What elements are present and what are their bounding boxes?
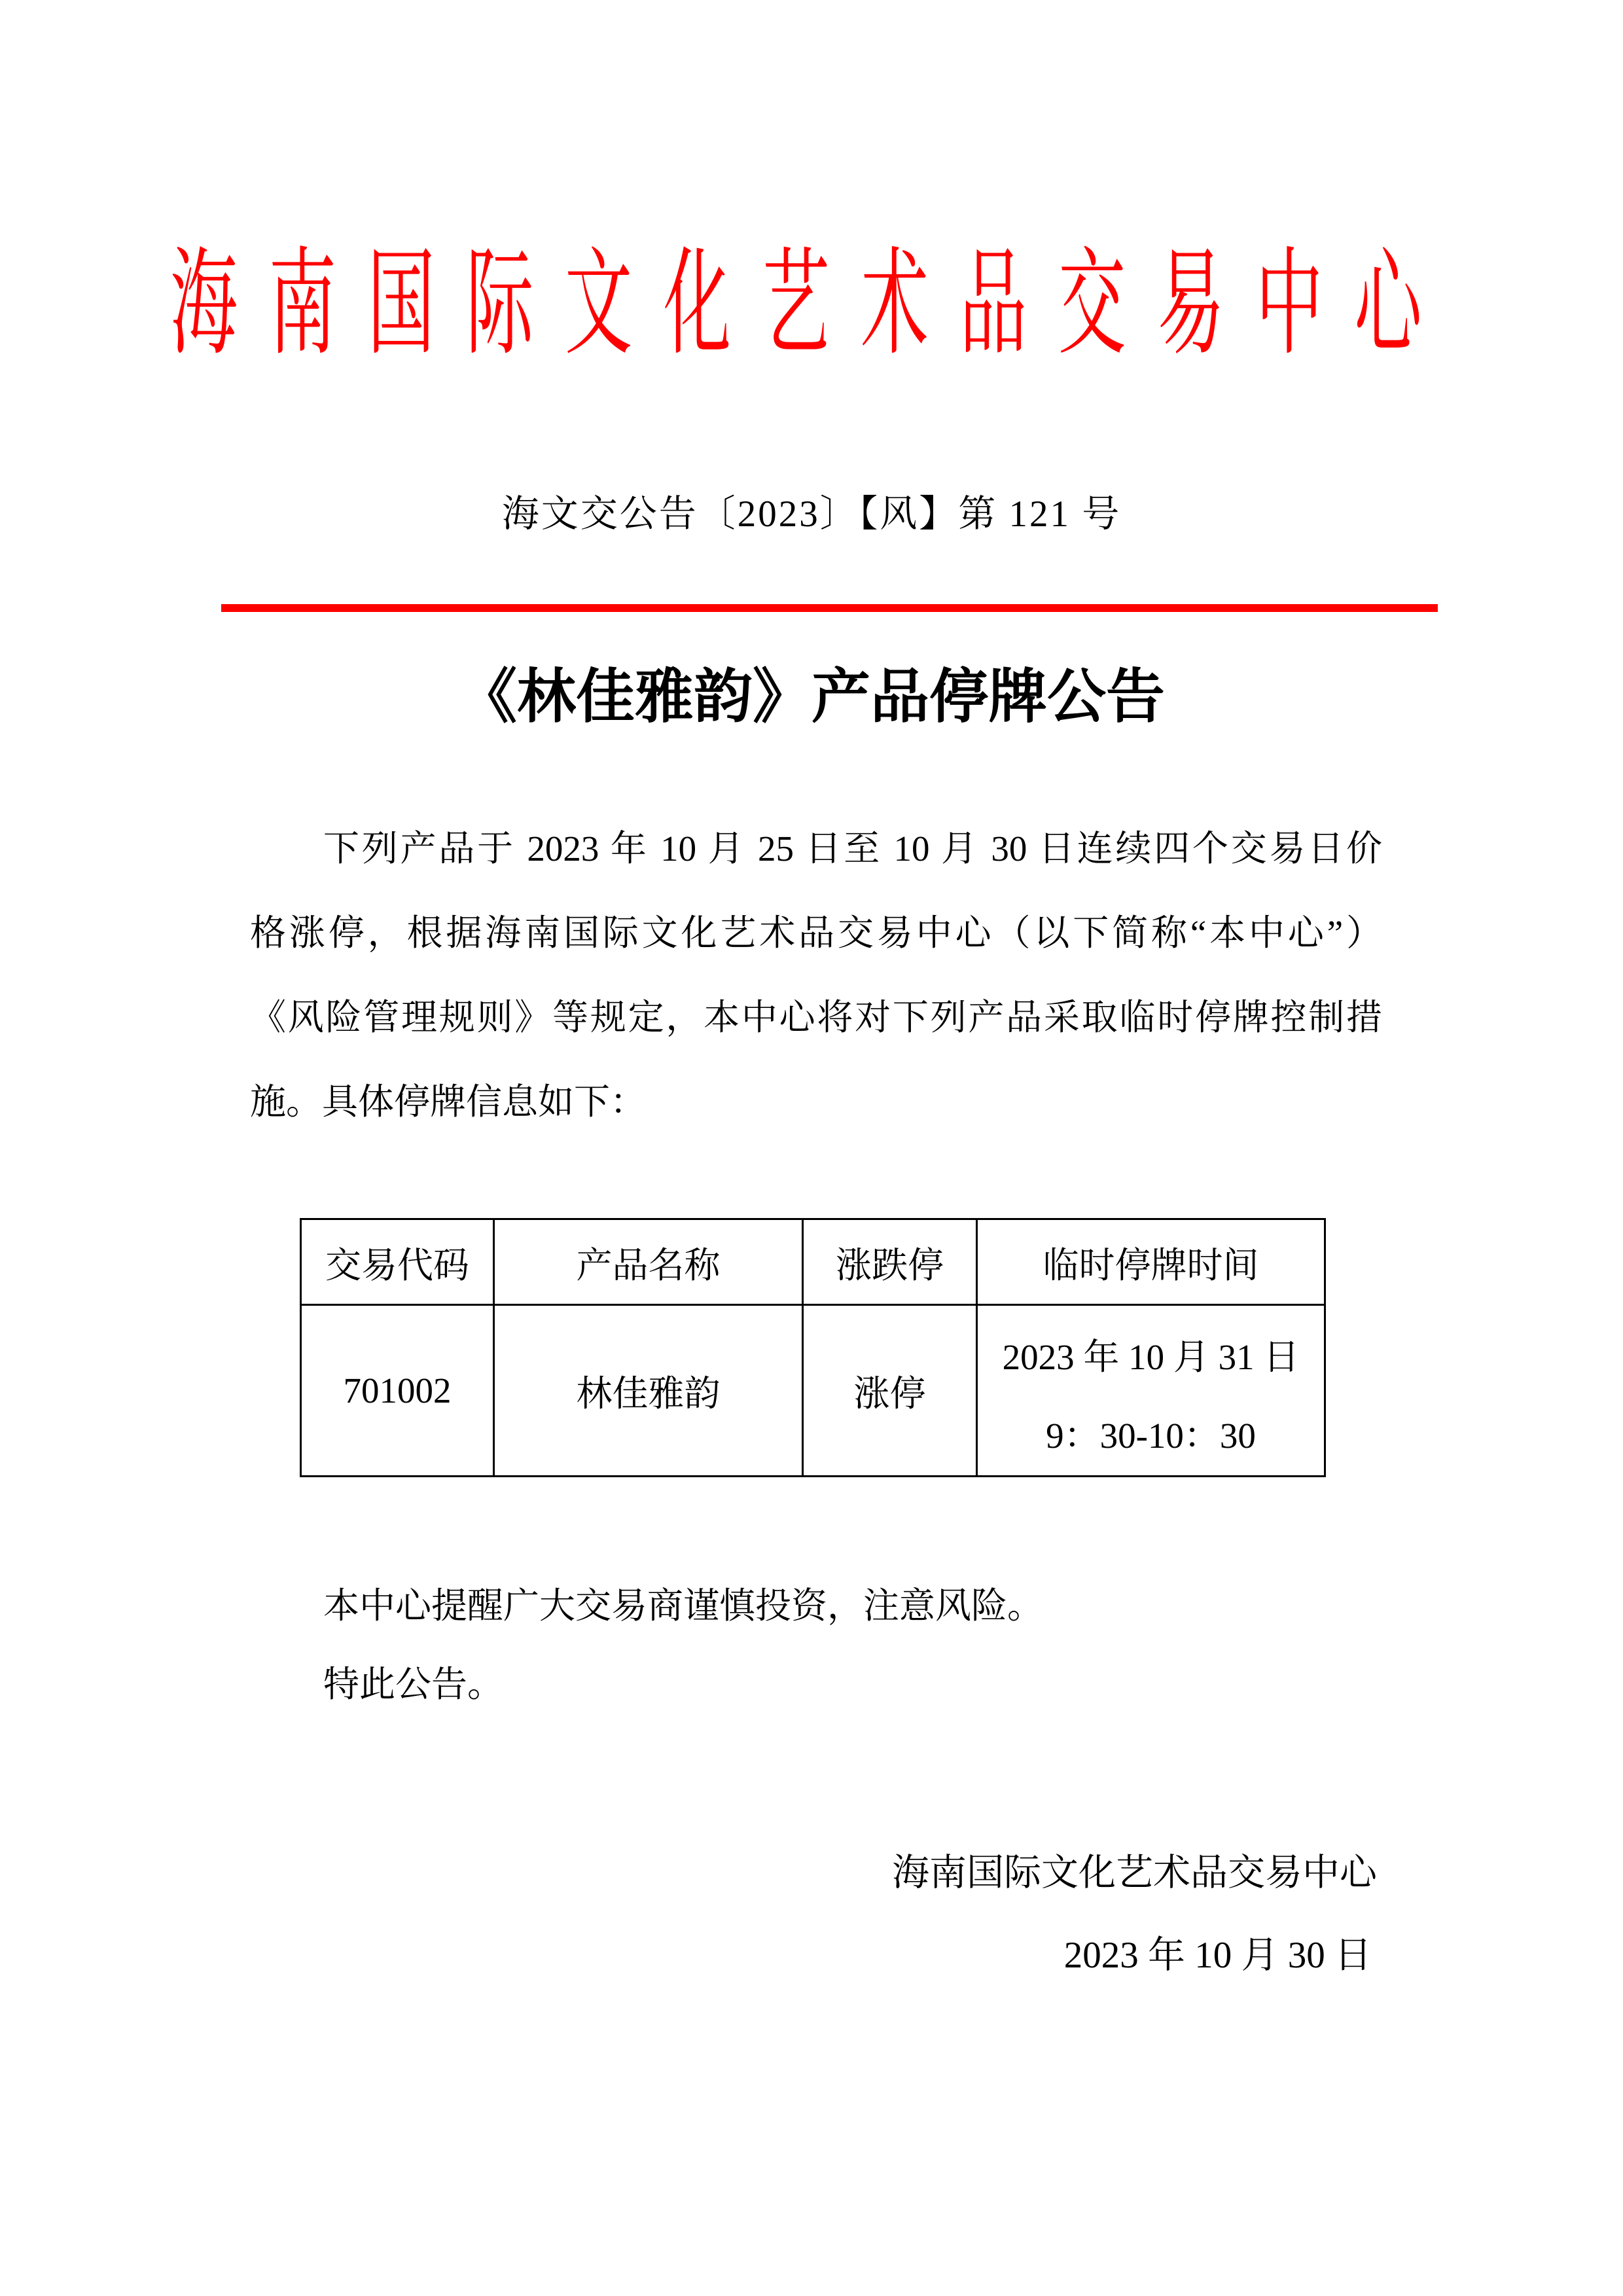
org-title: 海南国际文化艺术品交易中心: [169, 240, 1454, 369]
cell-trade-code: 701002: [301, 1305, 494, 1477]
col-header-limit-status: 涨跌停: [803, 1219, 977, 1305]
doc-number: 海文交公告〔2023〕【风】第 121 号: [501, 493, 1122, 535]
notice-title: 《林佳雅韵》产品停牌公告: [458, 665, 1165, 730]
suspension-table: [300, 1218, 1326, 1477]
table-header-row: [301, 1219, 1325, 1305]
announcement-note-line: 特此公告。: [323, 1664, 504, 1704]
suspension-time-range: 9：30-10：30: [1046, 1415, 1256, 1456]
cell-product-name: 林佳雅韵: [494, 1305, 803, 1477]
suspension-time-lines: [978, 1306, 1324, 1475]
red-divider-line: [221, 604, 1438, 612]
body-line-4: 施。具体停牌信息如下：: [250, 1082, 647, 1122]
table-row: [301, 1305, 1325, 1477]
cell-suspension-time: [977, 1305, 1325, 1477]
signature-org: 海南国际文化艺术品交易中心: [892, 1852, 1377, 1893]
col-header-product-name: 产品名称: [494, 1219, 803, 1305]
notice-body: [250, 806, 1382, 1144]
body-line-2: 格涨停，根据海南国际文化艺术品交易中心（以下简称“本中心”）: [250, 913, 1382, 953]
risk-reminder-line: 本中心提醒广大交易商谨慎投资，注意风险。: [323, 1586, 1044, 1626]
suspension-date: 2023 年 10 月 31 日: [1002, 1336, 1300, 1377]
body-line-3: 《风险管理规则》等规定，本中心将对下列产品采取临时停牌控制措: [250, 997, 1382, 1037]
cell-limit-status: 涨停: [803, 1305, 977, 1477]
col-header-suspension-time: 临时停牌时间: [977, 1219, 1325, 1305]
signature-date: 2023 年 10 月 30 日: [1063, 1935, 1372, 1976]
col-header-trade-code: 交易代码: [301, 1219, 494, 1305]
body-line-1: 下列产品于 2023 年 10 月 25 日至 10 月 30 日连续四个交易日价: [323, 829, 1382, 869]
